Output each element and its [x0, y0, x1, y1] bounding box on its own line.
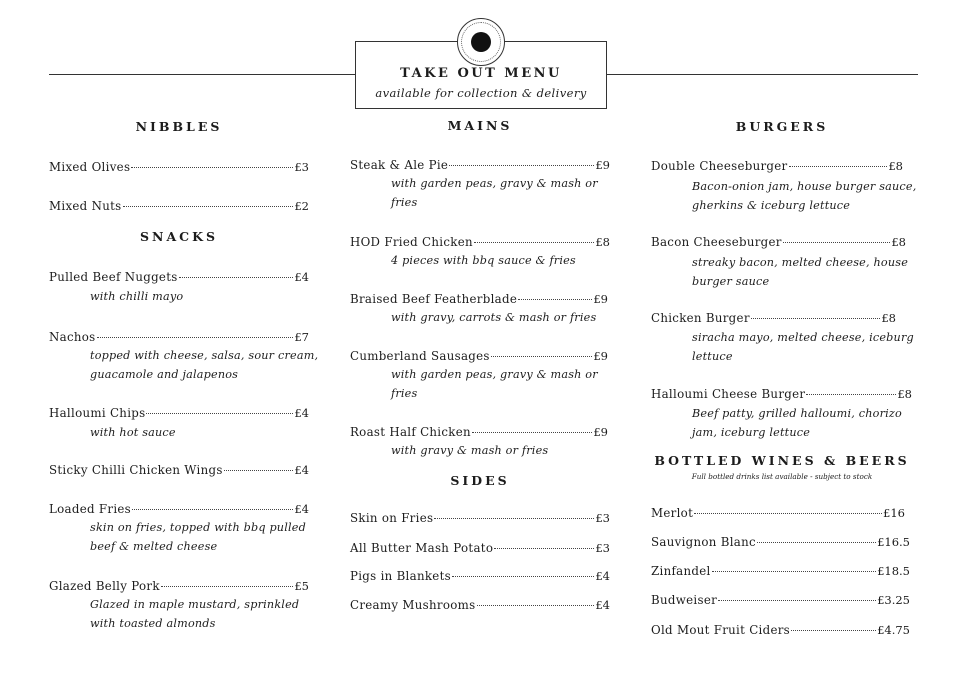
dot-leader — [434, 518, 594, 519]
menu-item — [350, 235, 610, 249]
item-name: Glazed Belly Pork — [49, 579, 160, 593]
item-name: Chicken Burger — [651, 311, 750, 325]
menu-item — [49, 160, 309, 174]
dot-leader — [224, 470, 294, 471]
item-price: £3 — [294, 160, 309, 174]
description-line: with garden peas, gravy & mash or — [391, 368, 598, 381]
dot-leader — [791, 630, 876, 631]
dot-leader — [146, 413, 293, 414]
description-line: gherkins & iceburg lettuce — [692, 199, 851, 212]
item-price: £4 — [294, 463, 309, 477]
dot-leader — [123, 206, 294, 207]
menu-item — [651, 159, 903, 173]
item-description — [90, 287, 183, 306]
item-name: Steak & Ale Pie — [350, 158, 449, 172]
item-price: £4 — [294, 502, 309, 516]
item-name: All Butter Mash Potato — [350, 541, 494, 555]
menu-item — [49, 579, 309, 593]
item-description — [90, 423, 176, 442]
menu-item — [651, 235, 906, 249]
item-price: £9 — [593, 292, 608, 306]
dot-leader — [132, 509, 293, 510]
menu-item — [49, 199, 309, 213]
item-price: £2 — [294, 199, 309, 213]
description-line: Glazed in maple mustard, sprinkled — [90, 598, 300, 611]
menu-item — [49, 406, 309, 420]
item-name: Pigs in Blankets — [350, 569, 451, 583]
item-price: £4 — [294, 270, 309, 284]
item-name: Zinfandel — [651, 564, 711, 578]
menu-item — [49, 463, 309, 477]
item-price: £3 — [595, 541, 610, 555]
dot-leader — [494, 548, 594, 549]
item-name: Old Mout Fruit Ciders — [651, 623, 791, 637]
item-name: HOD Fried Chicken — [350, 235, 473, 249]
item-description — [90, 595, 299, 633]
sides-heading: SIDES — [450, 473, 510, 488]
item-price: £9 — [595, 158, 610, 172]
description-line: guacamole and jalapenos — [90, 368, 239, 381]
item-name: Sauvignon Blanc — [651, 535, 756, 549]
description-line: topped with cheese, salsa, sour cream, — [90, 349, 319, 362]
dot-leader — [131, 167, 293, 168]
mains-heading: MAINS — [447, 118, 513, 133]
item-description — [391, 365, 598, 403]
item-name: Halloumi Cheese Burger — [651, 387, 806, 401]
menu-item — [651, 593, 910, 607]
item-name: Nachos — [49, 330, 96, 344]
item-name: Sticky Chilli Chicken Wings — [49, 463, 223, 477]
item-price: £9 — [593, 425, 608, 439]
item-price: £8 — [595, 235, 610, 249]
item-description — [692, 404, 902, 442]
item-price: £8 — [897, 387, 912, 401]
menu-item — [350, 598, 610, 612]
description-line: beef & melted cheese — [90, 540, 218, 553]
menu-item — [350, 158, 610, 172]
description-line: siracha mayo, melted cheese, iceburg — [692, 331, 914, 344]
item-price: £8 — [891, 235, 906, 249]
item-description — [692, 328, 914, 366]
dot-leader — [452, 576, 594, 577]
item-description — [391, 251, 576, 270]
dot-leader — [97, 337, 294, 338]
item-price: £3.25 — [877, 593, 910, 607]
dot-leader — [806, 394, 896, 395]
item-name: Mixed Nuts — [49, 199, 122, 213]
logo-emblem — [471, 32, 491, 52]
item-price: £16.5 — [877, 535, 910, 549]
dot-leader — [783, 242, 891, 243]
item-price: £3 — [595, 511, 610, 525]
item-price: £4.75 — [877, 623, 910, 637]
menu-item — [49, 270, 309, 284]
description-line: with toasted almonds — [90, 617, 216, 630]
description-line: skin on fries, topped with bbq pulled — [90, 521, 306, 534]
nibbles-heading: NIBBLES — [135, 119, 223, 134]
menu-item — [651, 535, 910, 549]
page-subtitle: available for collection & delivery — [375, 86, 587, 100]
description-line: streaky bacon, melted cheese, house — [692, 256, 909, 269]
description-line: with gravy, carrots & mash or fries — [391, 311, 597, 324]
menu-item — [651, 506, 905, 520]
item-price: £5 — [294, 579, 309, 593]
menu-item — [350, 569, 610, 583]
house-of-darwin-logo — [457, 18, 505, 66]
dot-leader — [161, 586, 294, 587]
menu-item — [49, 502, 309, 516]
item-price: £4 — [595, 569, 610, 583]
item-price: £4 — [294, 406, 309, 420]
menu-item — [651, 623, 910, 637]
description-line: fries — [391, 196, 418, 209]
item-price: £18.5 — [877, 564, 910, 578]
description-line: with hot sauce — [90, 426, 176, 439]
menu-item — [350, 349, 608, 363]
description-line: Bacon-onion jam, house burger sauce, — [692, 180, 917, 193]
dot-leader — [449, 165, 594, 166]
item-description — [391, 441, 548, 460]
item-name: Creamy Mushrooms — [350, 598, 476, 612]
item-name: Bacon Cheeseburger — [651, 235, 782, 249]
drinks-heading: BOTTLED WINES & BEERS — [654, 453, 910, 468]
menu-item — [651, 387, 912, 401]
item-price: £16 — [883, 506, 905, 520]
item-description — [90, 518, 306, 556]
dot-leader — [757, 542, 876, 543]
item-name: Merlot — [651, 506, 694, 520]
dot-leader — [789, 166, 888, 167]
item-description — [692, 177, 916, 215]
dot-leader — [472, 432, 592, 433]
item-name: Cumberland Sausages — [350, 349, 490, 363]
description-line: Beef patty, grilled halloumi, chorizo — [692, 407, 902, 420]
dot-leader — [751, 318, 881, 319]
item-price: £7 — [294, 330, 309, 344]
dot-leader — [474, 242, 594, 243]
dot-leader — [491, 356, 593, 357]
item-description — [692, 253, 908, 291]
item-name: Skin on Fries — [350, 511, 434, 525]
item-price: £8 — [888, 159, 903, 173]
description-line: jam, iceburg lettuce — [692, 426, 811, 439]
menu-item — [350, 425, 608, 439]
dot-leader — [477, 605, 595, 606]
burgers-heading: BURGERS — [735, 119, 829, 134]
menu-item — [350, 511, 610, 525]
item-name: Mixed Olives — [49, 160, 131, 174]
item-price: £8 — [881, 311, 896, 325]
item-name: Budweiser — [651, 593, 718, 607]
menu-item — [350, 292, 608, 306]
description-line: with gravy & mash or fries — [391, 444, 549, 457]
menu-item — [350, 541, 610, 555]
description-line: with garden peas, gravy & mash or — [391, 177, 598, 190]
dot-leader — [179, 277, 294, 278]
menu-item — [49, 330, 309, 344]
dot-leader — [712, 571, 876, 572]
item-name: Halloumi Chips — [49, 406, 146, 420]
description-line: fries — [391, 387, 418, 400]
item-name: Braised Beef Featherblade — [350, 292, 518, 306]
description-line: 4 pieces with bbq sauce & fries — [391, 254, 576, 267]
item-name: Pulled Beef Nuggets — [49, 270, 178, 284]
item-price: £4 — [595, 598, 610, 612]
item-name: Roast Half Chicken — [350, 425, 471, 439]
item-price: £9 — [593, 349, 608, 363]
header-rule-left — [49, 74, 355, 75]
description-line: burger sauce — [692, 275, 770, 288]
item-description — [90, 346, 318, 384]
item-name: Double Cheeseburger — [651, 159, 788, 173]
description-line: with chilli mayo — [90, 290, 184, 303]
dot-leader — [694, 513, 882, 514]
menu-item — [651, 564, 910, 578]
snacks-heading: SNACKS — [140, 229, 218, 244]
page-title: TAKE OUT MENU — [400, 66, 562, 81]
description-line: lettuce — [692, 350, 733, 363]
dot-leader — [718, 600, 876, 601]
item-name: Loaded Fries — [49, 502, 132, 516]
item-description — [391, 174, 598, 212]
dot-leader — [518, 299, 592, 300]
item-description — [391, 308, 596, 327]
drinks-note: Full bottled drinks list available - subject to stock — [691, 472, 873, 481]
header-rule-right — [607, 74, 918, 75]
menu-item — [651, 311, 896, 325]
